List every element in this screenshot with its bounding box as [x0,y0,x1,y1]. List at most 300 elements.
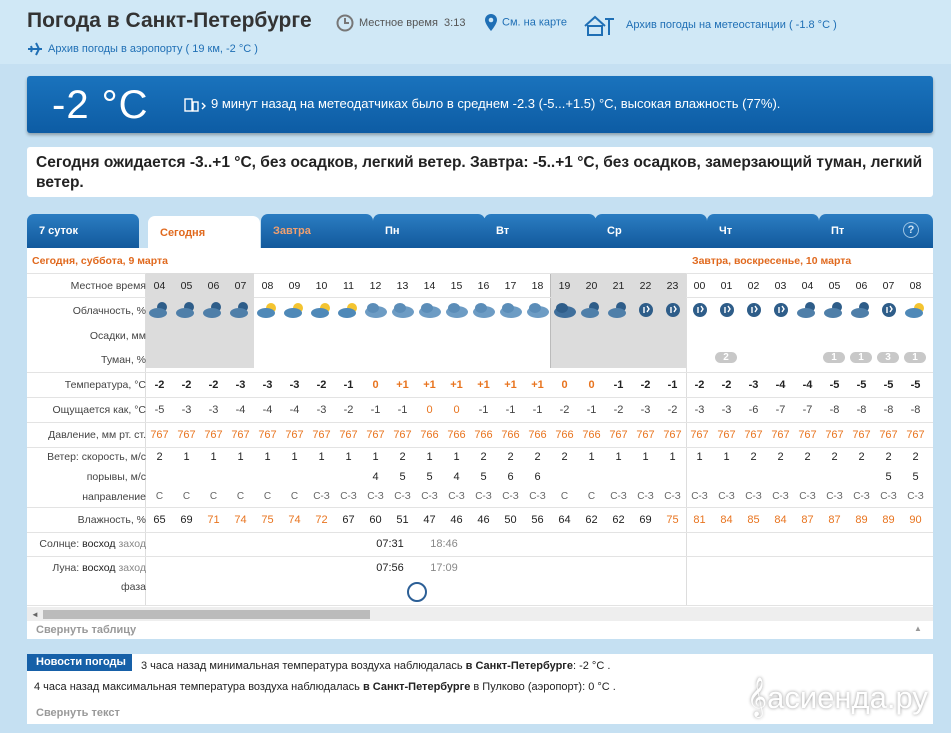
pressure-cell: 767 [177,429,196,441]
hour-cell: 18 [531,280,544,292]
hour-cell: 09 [288,280,301,292]
page-title: Погода в Санкт-Петербурге [27,9,312,32]
wind-dir-cell: С-З [691,491,708,502]
feels-cell: -4 [262,404,273,416]
wind-dir-cell: С [182,491,191,502]
humidity-cell: 71 [207,514,220,526]
wind-cell: 2 [507,451,514,463]
temp-cell: -2 [154,379,165,391]
temp-cell: -1 [343,379,354,391]
wind-cell: 2 [156,451,163,463]
table-scrollbar[interactable] [27,607,933,621]
feels-cell: -8 [856,404,867,416]
label-feels: Ощущается как, °С [52,404,146,416]
wind-dir-cell: С [587,491,596,502]
humidity-cell: 90 [909,514,922,526]
pressure-cell: 767 [609,429,628,441]
feels-cell: -3 [316,404,327,416]
night-clear-icon [634,300,658,320]
wind-cell: 2 [804,451,811,463]
wind-dir-cell: С-З [529,491,546,502]
wind-cell: 1 [588,451,595,463]
feels-cell: -3 [208,404,219,416]
current-temp: -2 °C [52,83,149,127]
label-precip: Осадки, мм [89,330,146,342]
collapse-table-button[interactable]: Свернуть таблицу [36,624,137,636]
night-cloudy-icon [229,300,253,320]
wind-cell: 1 [372,451,379,463]
pressure-cell: 767 [906,429,925,441]
wind-cell: 1 [237,451,244,463]
gust-cell: 6 [534,471,541,483]
wind-dir-cell: С-З [448,491,465,502]
night-clear-icon [661,300,685,320]
temp-cell: -2 [181,379,192,391]
hour-cell: 02 [747,280,760,292]
help-icon[interactable]: ? [903,222,919,238]
hour-cell: 11 [343,280,354,292]
humidity-cell: 84 [720,514,733,526]
temp-cell: -4 [802,379,813,391]
feels-cell: -1 [478,404,489,416]
row-divider [27,556,933,557]
humidity-cell: 87 [801,514,814,526]
pressure-cell: 766 [501,429,520,441]
wind-cell: 2 [885,451,892,463]
temp-cell: -2 [640,379,651,391]
tab-wed[interactable]: Ср [595,214,707,248]
pressure-cell: 767 [636,429,655,441]
label-gusts: порывы, м/с [86,471,146,483]
row-divider [27,372,933,373]
label-pressure: Давление, мм рт. ст. [48,429,146,441]
wind-cell: 1 [318,451,325,463]
feels-cell: -4 [289,404,300,416]
local-time-value: 3:13 [444,16,466,29]
wind-cell: 2 [399,451,406,463]
humidity-cell: 62 [585,514,598,526]
wind-cell: 2 [912,451,919,463]
pressure-cell: 767 [393,429,412,441]
cloudy-icon [472,300,496,320]
temp-cell: +1 [396,379,409,391]
temp-cell: +1 [450,379,463,391]
pressure-cell: 766 [528,429,547,441]
temp-cell: -2 [694,379,705,391]
temp-cell: +1 [531,379,544,391]
tab-today[interactable]: Сегодня [148,216,260,248]
fog-cell: 1 [850,352,872,363]
pressure-cell: 767 [258,429,277,441]
feels-cell: -1 [397,404,408,416]
night-cloudy-icon [202,300,226,320]
wind-dir-cell: С-З [907,491,924,502]
day-partly-icon [283,300,307,320]
fog-cell: 1 [904,352,926,363]
day-partly-icon [904,300,928,320]
night-clear-icon [688,300,712,320]
temp-cell: -5 [829,379,840,391]
wind-dir-cell: С-З [610,491,627,502]
night-cloudy-icon [175,300,199,320]
feels-cell: -1 [505,404,516,416]
row-divider [27,397,933,398]
wind-cell: 1 [345,451,352,463]
hour-cell: 05 [180,280,193,292]
map-pin-icon [485,14,497,31]
hour-cell: 17 [504,280,517,292]
hour-cell: 16 [477,280,490,292]
wind-cell: 1 [453,451,460,463]
wind-dir-cell: С [290,491,299,502]
tab-tue[interactable]: Вт [484,214,596,248]
wind-dir-cell: С-З [718,491,735,502]
night-cloudy-icon [607,300,631,320]
tab-tomorrow[interactable]: Завтра [261,214,373,248]
feels-cell: -6 [748,404,759,416]
wind-cell: 2 [858,451,865,463]
feels-cell: -8 [910,404,921,416]
clock-icon [336,14,354,32]
pressure-cell: 767 [825,429,844,441]
night-cloudy-icon [823,300,847,320]
collapse-text-button[interactable]: Свернуть текст [36,707,120,719]
hour-cell: 08 [261,280,274,292]
temp-cell: -3 [748,379,759,391]
night-cloudy-icon [850,300,874,320]
pressure-cell: 767 [690,429,709,441]
night-clear-icon [877,300,901,320]
temp-cell: +1 [504,379,517,391]
label-dir: направление [82,491,146,503]
tab-thu[interactable]: Чт [707,214,819,248]
wind-dir-cell: С [263,491,272,502]
hour-cell: 13 [396,280,409,292]
hour-cell: 04 [801,280,814,292]
hour-cell: 14 [423,280,436,292]
wind-cell: 1 [291,451,298,463]
hour-cell: 07 [234,280,247,292]
wind-cell: 1 [183,451,190,463]
wind-dir-cell: С-З [367,491,384,502]
forecast-summary: Сегодня ожидается -3..+1 °C, без осадков, легкий ветер. Завтра: -5..+1 °C, без осадков, замерзающий туман, легкий ветер. [36,154,923,191]
humidity-cell: 87 [828,514,841,526]
humidity-cell: 51 [396,514,409,526]
collapse-arrow-icon[interactable]: ▲ [914,624,922,633]
label-phase: фаза [120,581,146,593]
airport-archive-link[interactable]: Архив погоды в аэропорту ( 19 км, -2 °C ) [27,42,258,56]
label-cloud: Облачность, % [72,305,146,317]
feels-cell: -2 [343,404,354,416]
pressure-cell: 767 [798,429,817,441]
news-button[interactable]: Новости погоды [27,654,132,671]
humidity-cell: 74 [234,514,247,526]
wind-dir-cell: С-З [745,491,762,502]
pressure-cell: 766 [420,429,439,441]
gust-cell: 4 [453,471,460,483]
day-partly-icon [337,300,361,320]
night-cloudy-icon [580,300,604,320]
cloudy-icon [364,300,388,320]
map-link[interactable]: См. на карте [485,14,567,31]
humidity-cell: 69 [180,514,193,526]
day-partly-icon [310,300,334,320]
tab-mon[interactable]: Пн [373,214,485,248]
wind-cell: 2 [480,451,487,463]
temp-cell: -2 [316,379,327,391]
wind-dir-cell: С [560,491,569,502]
current-sensor-text: 9 минут назад на метеодатчиках было в среднем -2.3 (-5...+1.5) °C, высокая влажность (77%). [184,96,780,112]
wind-cell: 1 [426,451,433,463]
pressure-cell: 767 [312,429,331,441]
row-divider [27,507,933,508]
humidity-cell: 74 [288,514,301,526]
gust-cell: 4 [372,471,379,483]
wind-dir-cell: С-З [637,491,654,502]
hour-cell: 00 [693,280,706,292]
station-archive-link[interactable]: Архив погоды на метеостанции ( -1.8 °C ) [583,14,837,36]
humidity-cell: 81 [693,514,706,526]
feels-cell: -1 [532,404,543,416]
label-fog: Туман, % [101,354,146,366]
temp-cell: -4 [775,379,786,391]
local-time [336,14,465,32]
night-cloudy-icon [796,300,820,320]
hour-cell: 20 [585,280,598,292]
label-sun: Солнце: восход заход [39,538,146,550]
pressure-cell: 767 [366,429,385,441]
night-clear-icon [769,300,793,320]
moonset-time: 17:09 [430,562,458,574]
humidity-cell: 46 [450,514,463,526]
wind-dir-cell: С-З [475,491,492,502]
temp-cell: -3 [262,379,273,391]
wind-dir-cell: С-З [826,491,843,502]
gust-cell: 5 [399,471,406,483]
wind-dir-cell: С [155,491,164,502]
feels-cell: -8 [829,404,840,416]
gust-cell: 5 [480,471,487,483]
wind-cell: 1 [615,451,622,463]
pressure-cell: 766 [582,429,601,441]
local-time-label: Местное время [359,16,438,29]
wind-cell: 1 [210,451,217,463]
building-icon [184,97,206,112]
row-divider [27,422,933,423]
news-item-2: 4 часа назад максимальная температура воздуха наблюдалась в Санкт-Петербурге в Пулково (аэропорт): 0 °С . [34,681,616,693]
wind-dir-cell: С-З [394,491,411,502]
humidity-cell: 85 [747,514,760,526]
fog-cell: 1 [823,352,845,363]
night-clear-icon [715,300,739,320]
feels-cell: 0 [426,404,433,416]
pressure-cell: 767 [285,429,304,441]
day-partly-icon [256,300,280,320]
wind-dir-cell: С-З [421,491,438,502]
label-time: Местное время [70,280,146,292]
feels-cell: -2 [559,404,570,416]
humidity-cell: 69 [639,514,652,526]
night-cloudy-icon [148,300,172,320]
humidity-cell: 84 [774,514,787,526]
humidity-cell: 60 [369,514,382,526]
temp-cell: 0 [588,379,595,391]
humidity-cell: 46 [477,514,490,526]
pressure-cell: 766 [474,429,493,441]
tab-7days[interactable]: 7 суток [27,214,139,248]
humidity-cell: 89 [855,514,868,526]
hour-cell: 06 [207,280,220,292]
pressure-cell: 766 [447,429,466,441]
wind-cell: 2 [534,451,541,463]
feels-cell: -4 [235,404,246,416]
forecast-table [27,248,933,639]
night-overcast-icon [553,300,577,320]
day-label-today: Сегодня, суббота, 9 марта [32,255,169,267]
wind-cell: 1 [264,451,271,463]
hour-cell: 01 [720,280,733,292]
wind-dir-cell: С [236,491,245,502]
temp-cell: 0 [561,379,568,391]
wind-dir-cell: С-З [313,491,330,502]
cloudy-icon [445,300,469,320]
pressure-cell: 767 [852,429,871,441]
feels-cell: -8 [883,404,894,416]
hour-cell: 06 [855,280,868,292]
watermark-logo: 𝄞асиенда.ру [747,678,928,716]
cloudy-icon [499,300,523,320]
wind-cell: 1 [696,451,703,463]
gust-cell: 5 [885,471,892,483]
pressure-cell: 767 [339,429,358,441]
cloudy-icon [526,300,550,320]
humidity-cell: 75 [261,514,274,526]
temp-cell: -1 [613,379,624,391]
hour-cell: 15 [450,280,463,292]
hour-cell: 04 [153,280,166,292]
pressure-cell: 767 [744,429,763,441]
hour-cell: 22 [639,280,652,292]
wind-cell: 2 [561,451,568,463]
wind-dir-cell: С-З [772,491,789,502]
feels-cell: -1 [370,404,381,416]
feels-cell: -3 [181,404,192,416]
humidity-cell: 62 [612,514,625,526]
wind-dir-cell: С-З [799,491,816,502]
wind-dir-cell: С-З [340,491,357,502]
temp-cell: -2 [208,379,219,391]
temp-cell: -2 [721,379,732,391]
day-tabs [27,214,933,248]
cloudy-icon [418,300,442,320]
gust-cell: 5 [426,471,433,483]
wind-cell: 2 [750,451,757,463]
wind-dir-cell: С-З [853,491,870,502]
wind-dir-cell: С-З [664,491,681,502]
label-temp: Температура, °С [64,379,146,391]
temp-cell: -1 [667,379,678,391]
pressure-cell: 767 [771,429,790,441]
humidity-cell: 50 [504,514,517,526]
pressure-cell: 767 [150,429,169,441]
feels-cell: -2 [613,404,624,416]
feels-cell: -7 [802,404,813,416]
wind-cell: 2 [831,451,838,463]
feels-cell: -3 [721,404,732,416]
wind-cell: 1 [723,451,730,463]
fog-cell: 2 [715,352,737,363]
plane-icon [27,42,43,56]
humidity-cell: 67 [342,514,355,526]
pressure-cell: 767 [663,429,682,441]
humidity-cell: 72 [315,514,328,526]
pressure-cell: 767 [231,429,250,441]
hour-cell: 21 [612,280,625,292]
hour-cell: 12 [369,280,382,292]
sunset-time: 18:46 [430,538,458,550]
sunrise-time: 07:31 [376,538,404,550]
row-divider [27,447,933,448]
moon-phase-icon [406,581,428,603]
scroll-left-icon[interactable]: ◄ [31,610,39,619]
temp-cell: -5 [883,379,894,391]
feels-cell: 0 [453,404,460,416]
temp-cell: 0 [372,379,379,391]
wind-dir-cell: С-З [880,491,897,502]
pressure-cell: 766 [555,429,574,441]
label-humidity: Влажность, % [77,514,146,526]
hour-cell: 05 [828,280,841,292]
temp-cell: +1 [423,379,436,391]
feels-cell: -7 [775,404,786,416]
wind-dir-cell: С [209,491,218,502]
fog-cell: 3 [877,352,899,363]
label-wind: Ветер: скорость, м/с [47,451,146,463]
temp-cell: -3 [235,379,246,391]
weather-station-icon [583,14,621,36]
feels-cell: -2 [667,404,678,416]
tab-fri[interactable]: Пт [819,214,933,248]
temp-cell: -5 [856,379,867,391]
hour-cell: 19 [558,280,571,292]
humidity-cell: 56 [531,514,544,526]
wind-cell: 1 [642,451,649,463]
gust-cell: 5 [912,471,919,483]
moonrise-time: 07:56 [376,562,404,574]
hour-cell: 08 [909,280,922,292]
feels-cell: -5 [154,404,165,416]
wind-cell: 1 [669,451,676,463]
humidity-cell: 65 [153,514,166,526]
cloudy-icon [391,300,415,320]
hour-cell: 10 [315,280,328,292]
pressure-cell: 767 [717,429,736,441]
pressure-cell: 767 [204,429,223,441]
hour-cell: 07 [882,280,895,292]
humidity-cell: 47 [423,514,436,526]
gust-cell: 6 [507,471,514,483]
humidity-cell: 64 [558,514,571,526]
label-moon: Луна: восход заход [52,562,146,574]
row-divider [27,532,933,533]
temp-cell: -5 [910,379,921,391]
feels-cell: -3 [640,404,651,416]
night-clear-icon [742,300,766,320]
hour-cell: 03 [774,280,787,292]
feels-cell: -3 [694,404,705,416]
scroll-thumb[interactable] [43,610,370,619]
wind-dir-cell: С-З [502,491,519,502]
